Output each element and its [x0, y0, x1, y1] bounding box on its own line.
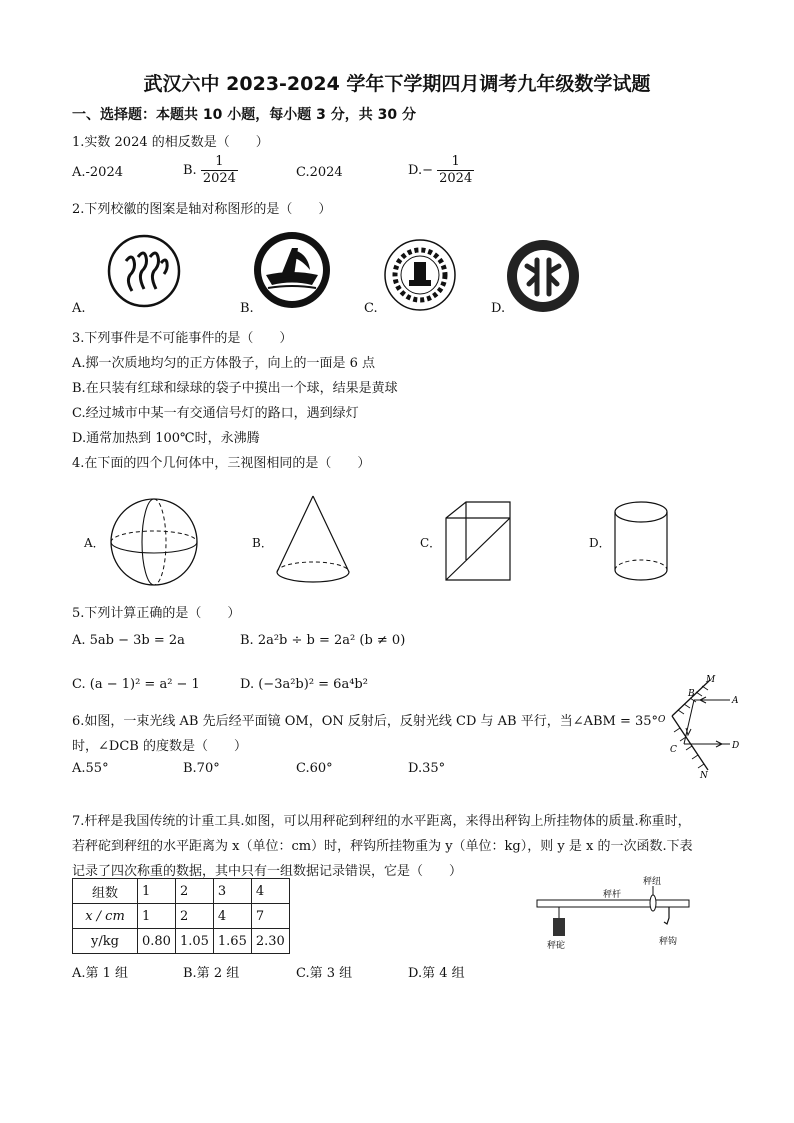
prism-figure [444, 500, 514, 584]
steelyard-figure [533, 870, 693, 952]
question-5-stem: 5.下列计算正确的是（ ） [72, 606, 241, 621]
fig-label-n: N [700, 771, 708, 781]
q6-option-b: B.70° [183, 761, 220, 776]
school-badge-b [252, 230, 332, 310]
q4-option-b: B． [252, 536, 273, 550]
question-4-stem: 4.在下面的四个几何体中，三视图相同的是（ ） [72, 456, 371, 471]
school-badge-c [383, 238, 457, 312]
page-title: 武汉六中 2023-2024 学年下学期四月调考九年级数学试题 [143, 73, 651, 95]
fig-label-tuo: 秤砣 [547, 941, 566, 951]
q2-option-b: B. [240, 301, 254, 316]
mirror-figure [650, 672, 750, 780]
fig-label-a: A [732, 696, 739, 706]
fig-label-c: C [670, 745, 677, 755]
q7-option-d: D.第 4 组 [408, 966, 465, 981]
sphere-figure [108, 497, 200, 587]
q6-option-d: D.35° [408, 761, 446, 776]
q2-option-a: A. [72, 301, 86, 316]
q3-option-a: A.掷一次质地均匀的正方体骰子，向上的一面是 6 点 [72, 356, 376, 371]
school-badge-d [505, 238, 581, 314]
q3-option-b: B.在只装有红球和绿球的袋子中摸出一个球，结果是黄球 [72, 381, 398, 396]
question-7-line3: 记录了四次称重的数据，其中只有一组数据记录错误，它是（ ） [72, 864, 463, 879]
cone-figure [275, 494, 351, 586]
cylinder-figure [612, 500, 670, 584]
q1-option-d: D.− $\frac{1}{2024}$ [408, 154, 473, 186]
q1-option-b: B. $\frac{1}{2024}$ [183, 154, 236, 186]
q4-option-a: A． [84, 536, 105, 550]
q7-data-table [72, 878, 290, 954]
q6-option-c: C.60° [296, 761, 333, 776]
school-badge-a [106, 233, 182, 309]
question-7-line2: 若秤砣到秤纽的水平距离为 x（单位：cm）时，秤钩所挂物重为 y（单位：kg），则 y 是 x 的一次函数.下表 [72, 839, 693, 854]
q2-option-c: C. [364, 301, 378, 316]
fig-label-gou: 秤钩 [659, 937, 678, 947]
fig-label-b: B [688, 689, 695, 699]
fig-label-gan: 秤杆 [603, 890, 622, 900]
q5-option-b: B. 2a²b ÷ b = 2a² (b ≠ 0) [240, 633, 406, 648]
q7-option-a: A.第 1 组 [72, 966, 129, 981]
fig-label-niu: 秤纽 [643, 877, 662, 887]
q1-option-a: A.-2024 [72, 165, 123, 180]
fig-label-d: D [732, 741, 740, 751]
table-row: x / cm 1 2 4 7 [73, 904, 290, 929]
table-row: 组数 1 2 3 4 [73, 879, 290, 904]
q6-option-a: A.55° [72, 761, 109, 776]
section-heading: 一、选择题：本题共 10 小题，每小题 3 分，共 30 分 [72, 107, 416, 123]
question-1-stem: 1.实数 2024 的相反数是（ ） [72, 135, 269, 150]
question-7-line1: 7.杆秤是我国传统的计重工具.如图，可以用秤砣到秤纽的水平距离，来得出秤钩上所挂物体的质量.称重时， [72, 814, 691, 829]
q4-option-c: C． [420, 536, 442, 550]
fig-label-o: O [658, 715, 666, 725]
q4-option-d: D． [589, 536, 611, 550]
q7-option-b: B.第 2 组 [183, 966, 240, 981]
q7-option-c: C.第 3 组 [296, 966, 353, 981]
table-row: y/kg 0.80 1.05 1.65 2.30 [73, 929, 290, 954]
q3-option-d: D.通常加热到 100℃时，永沸腾 [72, 431, 260, 446]
q5-option-c: C. (a − 1)² = a² − 1 [72, 677, 200, 692]
q1-option-c: C.2024 [296, 165, 343, 180]
q3-option-c: C.经过城市中某一有交通信号灯的路口，遇到绿灯 [72, 406, 359, 421]
question-6-line2: 时，∠DCB 的度数是（ ） [72, 739, 247, 754]
question-6-line1: 6.如图，一束光线 AB 先后经平面镜 OM，ON 反射后，反射光线 CD 与 AB 平行，当∠ABM = 35° [72, 714, 659, 729]
q5-option-a: A. 5ab − 3b = 2a [72, 633, 185, 648]
q5-option-d: D. (−3a²b)² = 6a⁴b² [240, 677, 368, 692]
question-2-stem: 2.下列校徽的图案是轴对称图形的是（ ） [72, 202, 332, 217]
fig-label-m: M [706, 675, 716, 685]
question-3-stem: 3.下列事件是不可能事件的是（ ） [72, 331, 293, 346]
q2-option-d: D. [491, 301, 506, 316]
